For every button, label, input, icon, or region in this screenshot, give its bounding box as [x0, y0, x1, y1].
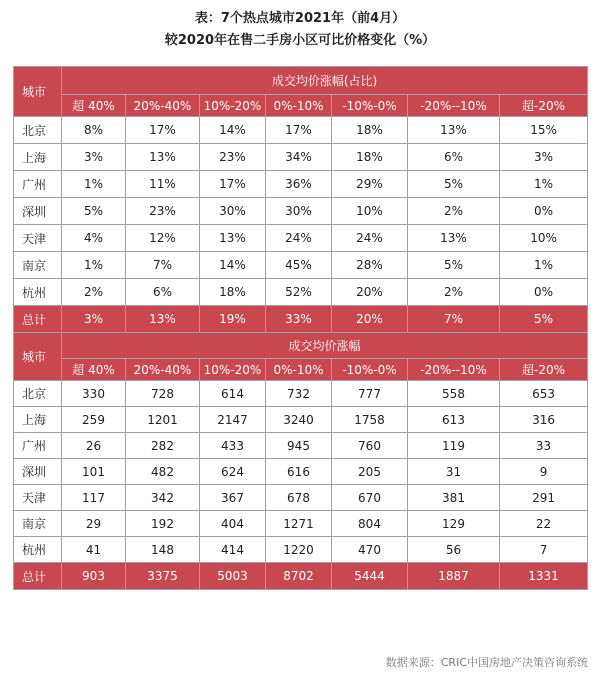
table1-value-cell: 1%	[62, 171, 126, 198]
table2-city-cell: 南京	[14, 511, 62, 537]
table2-value-cell: 613	[408, 407, 500, 433]
table2-column-header: 超-20%	[500, 359, 588, 381]
table2-group-header: 成交均价涨幅	[62, 333, 588, 359]
table1-column-header: 超-20%	[500, 95, 588, 117]
table1-value-cell: 24%	[332, 225, 408, 252]
table1-column-header: -20%--10%	[408, 95, 500, 117]
table2-value-cell: 342	[126, 485, 200, 511]
table2-value-cell: 2147	[200, 407, 266, 433]
table2-table-row	[14, 537, 588, 563]
table1-value-cell: 2%	[408, 279, 500, 306]
table2-value-cell: 41	[62, 537, 126, 563]
table1-value-cell: 23%	[126, 198, 200, 225]
table1-city-cell: 南京	[14, 252, 62, 279]
table1-column-header: 20%-40%	[126, 95, 200, 117]
table2-value-cell: 616	[266, 459, 332, 485]
table2-value-cell: 777	[332, 381, 408, 407]
table2-total-cell: 903	[62, 563, 126, 590]
table1-city-cell: 杭州	[14, 279, 62, 306]
table2-value-cell: 22	[500, 511, 588, 537]
table2-value-cell: 29	[62, 511, 126, 537]
table2-value-cell: 316	[500, 407, 588, 433]
table1-table-row	[14, 279, 588, 306]
table1-value-cell: 1%	[500, 171, 588, 198]
table2-value-cell: 1220	[266, 537, 332, 563]
table1-total-cell: 3%	[62, 306, 126, 333]
table1-value-cell: 13%	[408, 225, 500, 252]
table1-value-cell: 45%	[266, 252, 332, 279]
table2-value-cell: 148	[126, 537, 200, 563]
table1-value-cell: 6%	[126, 279, 200, 306]
table2-value-cell: 291	[500, 485, 588, 511]
table1-value-cell: 2%	[408, 198, 500, 225]
table1-city-cell: 深圳	[14, 198, 62, 225]
table1-column-header: -10%-0%	[332, 95, 408, 117]
table2-value-cell: 945	[266, 433, 332, 459]
table2-city-cell: 杭州	[14, 537, 62, 563]
table2-total-cell: 5444	[332, 563, 408, 590]
table2-value-cell: 624	[200, 459, 266, 485]
table2-value-cell: 367	[200, 485, 266, 511]
table1-city-cell: 广州	[14, 171, 62, 198]
table2-total-label: 总计	[14, 563, 62, 590]
table1-value-cell: 5%	[408, 171, 500, 198]
table2-value-cell: 482	[126, 459, 200, 485]
table2-total-cell: 5003	[200, 563, 266, 590]
table2-value-cell: 282	[126, 433, 200, 459]
table2-total-cell: 8702	[266, 563, 332, 590]
table2-column-header: 0%-10%	[266, 359, 332, 381]
table1-value-cell: 17%	[266, 117, 332, 144]
table2-table-row	[14, 459, 588, 485]
table1-value-cell: 11%	[126, 171, 200, 198]
table1-value-cell: 34%	[266, 144, 332, 171]
table2-table-row	[14, 381, 588, 407]
table2-header-row-2	[14, 359, 588, 381]
table2-column-header: 20%-40%	[126, 359, 200, 381]
table1-header-row-1	[14, 67, 588, 95]
table2-header-row-1	[14, 333, 588, 359]
table1-column-header: 超 40%	[62, 95, 126, 117]
table1-value-cell: 20%	[332, 279, 408, 306]
table1-value-cell: 52%	[266, 279, 332, 306]
table2-city-header: 城市	[14, 333, 62, 381]
table1-city-cell: 上海	[14, 144, 62, 171]
table1-value-cell: 18%	[200, 279, 266, 306]
table2-value-cell: 732	[266, 381, 332, 407]
table2-value-cell: 33	[500, 433, 588, 459]
table2-table-row	[14, 511, 588, 537]
table2-value-cell: 9	[500, 459, 588, 485]
table2-value-cell: 653	[500, 381, 588, 407]
table1-value-cell: 29%	[332, 171, 408, 198]
table2-value-cell: 26	[62, 433, 126, 459]
table1-value-cell: 4%	[62, 225, 126, 252]
table1-value-cell: 23%	[200, 144, 266, 171]
table1-header-row-2	[14, 95, 588, 117]
table2-value-cell: 404	[200, 511, 266, 537]
table1-value-cell: 1%	[62, 252, 126, 279]
table1-value-cell: 10%	[500, 225, 588, 252]
table1-value-cell: 15%	[500, 117, 588, 144]
table2-table-row	[14, 407, 588, 433]
table1-value-cell: 5%	[62, 198, 126, 225]
table1-city-cell: 北京	[14, 117, 62, 144]
table1-value-cell: 13%	[126, 144, 200, 171]
data-table	[13, 66, 588, 590]
table1-value-cell: 2%	[62, 279, 126, 306]
table1-total-row	[14, 306, 588, 333]
table1-value-cell: 24%	[266, 225, 332, 252]
table2-value-cell: 804	[332, 511, 408, 537]
table2-value-cell: 192	[126, 511, 200, 537]
table2-value-cell: 56	[408, 537, 500, 563]
table2-value-cell: 1271	[266, 511, 332, 537]
table1-total-cell: 20%	[332, 306, 408, 333]
table1-value-cell: 3%	[62, 144, 126, 171]
table2-total-row	[14, 563, 588, 590]
table2-value-cell: 558	[408, 381, 500, 407]
data-table-container	[13, 66, 588, 590]
table2-total-cell: 1887	[408, 563, 500, 590]
table2-total-cell: 3375	[126, 563, 200, 590]
table1-value-cell: 12%	[126, 225, 200, 252]
table2-value-cell: 1758	[332, 407, 408, 433]
table2-column-header: -10%-0%	[332, 359, 408, 381]
table2-value-cell: 381	[408, 485, 500, 511]
table1-value-cell: 8%	[62, 117, 126, 144]
source-note: 数据来源：CRIC中国房地产决策咨询系统	[385, 656, 588, 669]
table2-value-cell: 330	[62, 381, 126, 407]
table1-value-cell: 17%	[200, 171, 266, 198]
table2-column-header: 超 40%	[62, 359, 126, 381]
table1-table-row	[14, 198, 588, 225]
table1-value-cell: 7%	[126, 252, 200, 279]
table1-group-header: 成交均价涨幅(占比)	[62, 67, 588, 95]
table1-value-cell: 30%	[200, 198, 266, 225]
table1-total-cell: 33%	[266, 306, 332, 333]
table1-table-row	[14, 171, 588, 198]
table2-city-cell: 北京	[14, 381, 62, 407]
table2-city-cell: 天津	[14, 485, 62, 511]
table1-value-cell: 13%	[200, 225, 266, 252]
table1-value-cell: 17%	[126, 117, 200, 144]
table2-table-row	[14, 485, 588, 511]
table2-table-row	[14, 433, 588, 459]
table1-total-cell: 7%	[408, 306, 500, 333]
table1-value-cell: 18%	[332, 117, 408, 144]
title-line-2: 较2020年在售二手房小区可比价格变化（%）	[164, 33, 436, 48]
table1-table-row	[14, 252, 588, 279]
table2-value-cell: 205	[332, 459, 408, 485]
table1-total-cell: 13%	[126, 306, 200, 333]
table2-value-cell: 678	[266, 485, 332, 511]
table2-value-cell: 3240	[266, 407, 332, 433]
table2-city-cell: 上海	[14, 407, 62, 433]
table1-column-header: 10%-20%	[200, 95, 266, 117]
table1-column-header: 0%-10%	[266, 95, 332, 117]
table2-column-header: -20%--10%	[408, 359, 500, 381]
table1-value-cell: 28%	[332, 252, 408, 279]
table1-value-cell: 36%	[266, 171, 332, 198]
table2-city-cell: 深圳	[14, 459, 62, 485]
table1-value-cell: 0%	[500, 198, 588, 225]
table1-value-cell: 0%	[500, 279, 588, 306]
table2-city-cell: 广州	[14, 433, 62, 459]
table2-value-cell: 1201	[126, 407, 200, 433]
table2-value-cell: 101	[62, 459, 126, 485]
table2-value-cell: 117	[62, 485, 126, 511]
table1-value-cell: 14%	[200, 252, 266, 279]
table2-value-cell: 414	[200, 537, 266, 563]
table1-value-cell: 18%	[332, 144, 408, 171]
table1-value-cell: 3%	[500, 144, 588, 171]
table1-total-label: 总计	[14, 306, 62, 333]
table1-value-cell: 14%	[200, 117, 266, 144]
table2-value-cell: 7	[500, 537, 588, 563]
table1-city-cell: 天津	[14, 225, 62, 252]
table1-value-cell: 13%	[408, 117, 500, 144]
table2-value-cell: 728	[126, 381, 200, 407]
table1-total-cell: 19%	[200, 306, 266, 333]
table2-value-cell: 119	[408, 433, 500, 459]
table1-total-cell: 5%	[500, 306, 588, 333]
table1-value-cell: 10%	[332, 198, 408, 225]
table2-value-cell: 670	[332, 485, 408, 511]
table2-value-cell: 31	[408, 459, 500, 485]
table1-value-cell: 1%	[500, 252, 588, 279]
table2-value-cell: 614	[200, 381, 266, 407]
table1-table-row	[14, 225, 588, 252]
table2-value-cell: 433	[200, 433, 266, 459]
table1-table-row	[14, 144, 588, 171]
table1-value-cell: 5%	[408, 252, 500, 279]
table1-city-header: 城市	[14, 67, 62, 117]
table2-total-cell: 1331	[500, 563, 588, 590]
table1-value-cell: 6%	[408, 144, 500, 171]
table2-value-cell: 470	[332, 537, 408, 563]
table2-value-cell: 129	[408, 511, 500, 537]
table1-table-row	[14, 117, 588, 144]
table2-value-cell: 760	[332, 433, 408, 459]
title-line-1: 表：7个热点城市2021年（前4月）	[194, 11, 406, 26]
table1-value-cell: 30%	[266, 198, 332, 225]
table2-column-header: 10%-20%	[200, 359, 266, 381]
table2-value-cell: 259	[62, 407, 126, 433]
